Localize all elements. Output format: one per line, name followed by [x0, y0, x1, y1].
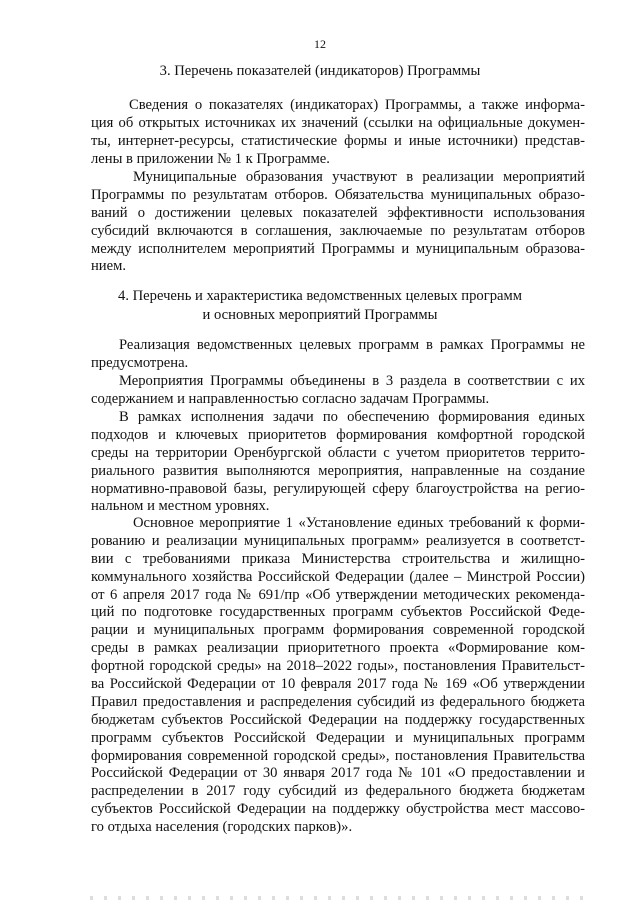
text-line: бюджетам субъектов Российской Федерации на поддержку государственных	[91, 711, 585, 728]
text-line: нормативно-правовой базы, регулирующей сферу благоустройства на регио-	[91, 480, 585, 497]
text-line: Основное мероприятие 1 «Установление единых требований к форми-	[133, 515, 585, 531]
text-line: рованию и реализации муниципальных программ» реализуется в соответст-	[91, 532, 585, 549]
text-line: субъектов Российской Федерации на поддержку обустройства мест массово-	[91, 801, 585, 818]
page-number: 12	[314, 37, 326, 51]
text-line: среды на территории Оренбургской области с учетом приоритетов террито-	[91, 444, 585, 461]
text-line: формирования современной городской среды», постановления Правительства	[91, 747, 585, 764]
text-line: Сведения о показателях (индикаторах) Программы, а также информа-	[129, 97, 585, 113]
section-3-heading: 3. Перечень показателей (индикаторов) Программы	[159, 63, 481, 79]
text-line: среды в рамках реализации приоритетного проекта «Формирование ком-	[91, 640, 585, 657]
section-4-heading-line-1: 4. Перечень и характеристика ведомственных целевых программ	[118, 288, 522, 304]
text-line: Реализация ведомственных целевых программ в рамках Программы не	[119, 337, 585, 353]
text-line: риального развития выполняются мероприятия, направленные на создание	[91, 462, 585, 479]
text-line: Муниципальные образования участвуют в реализации мероприятий	[133, 169, 585, 185]
text-line: Программы по результатам отборов. Обязательства муниципальных образо-	[91, 186, 585, 203]
text-line: рации и муниципальных программ формирования современной городской	[91, 622, 585, 639]
text-line: лены в приложении № 1 к Программе.	[91, 150, 330, 167]
text-line: В рамках исполнения задачи по обеспечению формирования единых	[119, 409, 585, 425]
text-line: распределении в 2017 году субсидий из федерального бюджета бюджетам	[91, 783, 585, 800]
section-4-paragraph-4	[91, 515, 585, 837]
text-line: нальном и местном уровнях.	[91, 498, 270, 515]
text-line: ций по подготовке государственных программ субъектов Российской Феде-	[91, 604, 585, 621]
text-line: подходов и ключевых приоритетов формирования комфортной городской	[91, 426, 585, 443]
section-4-paragraph-1	[91, 337, 585, 373]
section-4-heading	[0, 287, 640, 325]
text-line: коммунального хозяйства Российской Федерации (далее – Минстрой России)	[91, 568, 585, 585]
text-line: ваний о достижении целевых показателей эффективности использования	[91, 204, 585, 221]
text-line: ва Российской Федерации от 10 февраля 2017 года № 169 «Об утверждении	[91, 676, 585, 693]
text-line: предусмотрена.	[91, 354, 189, 371]
text-line: между исполнителем мероприятий Программы и муниципальным образова-	[91, 240, 585, 257]
text-line: нием.	[91, 258, 126, 275]
section-3-paragraph-2	[91, 169, 585, 276]
section-4-paragraph-2	[91, 373, 585, 409]
text-line: вии с требованиями приказа Министерства строительства и жилищно-	[91, 550, 585, 567]
text-line: ты, интернет-ресурсы, статистические формы и иные источники) представ-	[91, 132, 585, 149]
text-line: субсидий включаются в соглашения, заключаемые по результатам отборов	[91, 222, 585, 239]
text-line: программ субъектов Российской Федерации и муниципальных программ	[91, 729, 585, 746]
text-line: Российской Федерации от 30 января 2017 года № 101 «О предоставлении и	[91, 765, 585, 782]
text-line: от 6 апреля 2017 года № 691/пр «Об утверждении методических рекоменда-	[91, 586, 585, 603]
text-line: го отдыха населения (городских парков)».	[91, 819, 353, 836]
section-4-paragraph-3	[91, 409, 585, 516]
section-4-heading-line-2: и основных мероприятий Программы	[202, 307, 438, 323]
text-line: ция об открытых источниках их значений (ссылки на официальные докумен-	[91, 114, 585, 131]
section-3-paragraph-1	[91, 97, 585, 169]
scan-artifact	[90, 896, 590, 900]
text-line: Мероприятия Программы объединены в 3 раздела в соответствии с их	[119, 373, 585, 389]
text-line: Правил предоставления и распределения субсидий из федерального бюджета	[91, 693, 585, 710]
text-line: содержанием и направленностью согласно задачам Программы.	[91, 390, 490, 407]
text-line: фортной городской среды» на 2018–2022 годы», постановления Правительст-	[91, 658, 585, 675]
